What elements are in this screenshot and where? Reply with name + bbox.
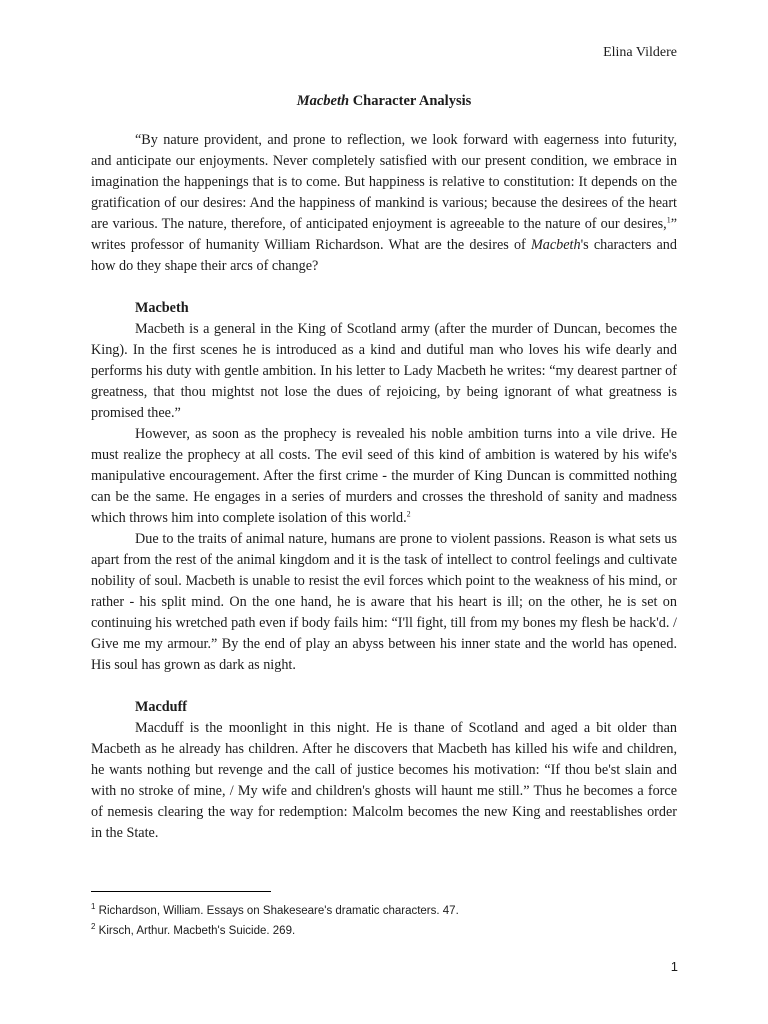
footnote-divider	[91, 891, 271, 892]
macbeth-paragraph-2	[91, 424, 677, 529]
footnote-ref-1: 1	[666, 215, 671, 225]
title-italic: Macbeth	[296, 93, 350, 109]
intro-text-1: “By nature provident, and prone to reflection, we look forward with eagerness into futurity, and anticipate our enjoyments. Never completely satisfied with our present condition, we embrace in imagination the happenings that is to come. But happiness is relative to constitution: It depends on the gratification of our desires: And the happiness of mankind is various; because the desirees of the heart are various. The nature, therefore, of anticipated enjoyment is agreeable to the nature of our desires,	[91, 132, 677, 232]
intro-paragraph	[91, 130, 677, 277]
page-title	[0, 93, 768, 110]
page-number: 1	[670, 959, 678, 974]
footnote-ref-2: 2	[406, 509, 411, 519]
footnote-1	[91, 899, 459, 919]
footnotes	[91, 899, 459, 939]
footnote-1-number: 1	[91, 902, 96, 911]
footnote-2-number: 2	[91, 921, 96, 931]
intro-text-3: 's characters and how do they shape their arcs of change?	[91, 237, 677, 274]
section-heading-macbeth: Macbeth	[135, 300, 189, 316]
intro-italic: Macbeth	[530, 237, 581, 253]
intro-text-2: ” writes professor of humanity William Richardson. What are the desires of	[91, 216, 677, 253]
macduff-paragraph-1: Macduff is the moonlight in this night. He is thane of Scotland and aged a bit older than Macbeth as he already has children. After he discovers that Macbeth has killed his wife and children, he wants nothing but revenge and the call of justice becomes his motivation: “If thou be'st slain and with no stroke of mine, / My wife and children's ghosts will haunt me still.” Thus he becomes a force of nemesis clearing the way for redemption: Malcolm becomes the new King and reestablishes order in the State.	[91, 720, 677, 841]
author-name: Elina Vildere	[603, 45, 677, 60]
title-rest: Character Analysis	[349, 93, 472, 109]
macbeth-paragraph-1: Macbeth is a general in the King of Scotland army (after the murder of Duncan, becomes the King). In the first scenes he is introduced as a kind and dutiful man who loves his wife dearly and performs his duty with gentle ambition. In his letter to Lady Macbeth he writes: “my dearest partner of greatness, that thou mightst not lose the dues of rejoicing, by being ignorant of what greatness is promised thee.”	[91, 321, 677, 421]
footnote-1-text: Richardson, William. Essays on Shakeseare's dramatic characters. 47.	[95, 904, 459, 917]
macbeth-paragraph-3: Due to the traits of animal nature, humans are prone to violent passions. Reason is what sets us apart from the rest of the animal kingdom and it is the task of intellect to control feelings and cultivate nobility of soul. Macbeth is unable to resist the evil forces which point to the weakness of his mind, or rather - his split mind. On the one hand, he is aware that his heart is ill; on the other, he is set on continuing his wretched path even if body fails him: “I'll fight, till from my bones my flesh be hack'd. / Give me my armour.” By the end of play an abyss between his inner state and the world has opened. His soul has grown as dark as night.	[91, 531, 677, 673]
section-heading-macduff: Macduff	[135, 699, 188, 715]
essay-body	[91, 130, 677, 844]
macbeth-paragraph-2-text: However, as soon as the prophecy is revealed his noble ambition turns into a vile drive. He must realize the prophecy at all costs. The evil seed of this kind of ambition is watered by his wife's manipulative encouragement. After the first crime - the murder of King Duncan is committed nothing can be the same. He engages in a series of murders and crosses the threshold of sanity and madness which throws him into complete isolation of this world.	[91, 426, 677, 526]
footnote-2	[91, 919, 459, 939]
footnote-2-text: Kirsch, Arthur. Macbeth's Suicide. 269.	[95, 924, 296, 937]
